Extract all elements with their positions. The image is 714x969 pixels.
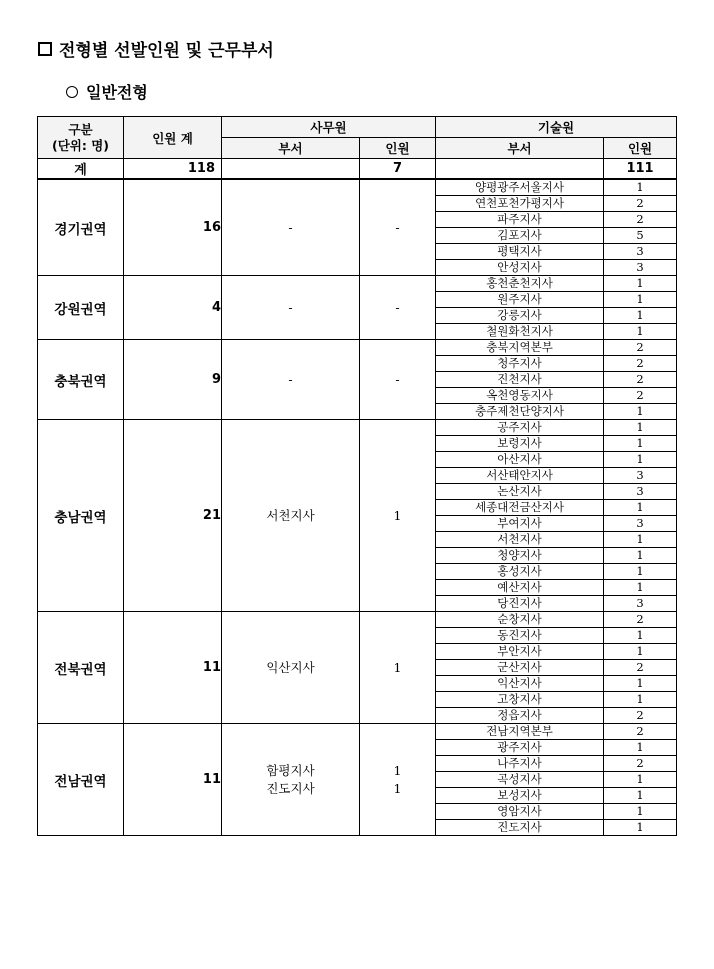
tech-dept: 충북지역본부	[436, 340, 603, 356]
office-count: -	[395, 219, 400, 235]
header-tech-count: 인원	[604, 138, 677, 159]
tech-count: 2	[604, 756, 676, 772]
subsection-heading	[66, 80, 148, 103]
tech-dept: 진도지사	[497, 820, 542, 834]
region-row	[38, 724, 677, 836]
office-count: 1	[393, 659, 402, 675]
tech-count: 1	[604, 436, 676, 452]
tech-count: 1	[604, 788, 676, 804]
office-dept-cell	[222, 276, 360, 340]
tech-count: 1	[636, 324, 644, 338]
region-row	[38, 612, 677, 724]
tech-count-cell	[604, 340, 677, 420]
header-tech-dept: 부서	[436, 138, 604, 159]
tech-count-cell	[604, 179, 677, 276]
tech-count: 3	[604, 468, 676, 484]
office-dept-cell	[222, 724, 360, 836]
tech-dept: 공주지사	[436, 420, 603, 436]
tech-dept: 평택지사	[436, 244, 603, 260]
office-dept: 진도지사	[266, 780, 315, 796]
region-row	[38, 340, 677, 420]
header-office-dept: 부서	[222, 138, 360, 159]
tech-dept: 군산지사	[436, 660, 603, 676]
office-dept: -	[288, 371, 293, 387]
tech-dept: 보령지사	[436, 436, 603, 452]
tech-count: 3	[636, 260, 644, 274]
region-name: 충북권역	[38, 340, 124, 420]
header-category-line1: 구분	[68, 121, 93, 137]
tech-count: 1	[604, 548, 676, 564]
office-dept-cell	[222, 420, 360, 612]
tech-dept: 보성지사	[436, 788, 603, 804]
tech-count: 1	[604, 804, 676, 820]
tech-dept: 아산지사	[436, 452, 603, 468]
office-count: 1	[393, 507, 402, 523]
total-office-count: 7	[360, 159, 436, 180]
tech-count: 1	[604, 500, 676, 516]
tech-dept: 광주지사	[436, 740, 603, 756]
tech-dept: 철원화천지사	[486, 324, 553, 338]
office-count: -	[395, 371, 400, 387]
total-row	[38, 159, 677, 180]
header-office-group: 사무원	[222, 117, 436, 138]
tech-count-cell	[604, 612, 677, 724]
tech-count: 2	[604, 388, 676, 404]
tech-count: 2	[604, 612, 676, 628]
header-office-count: 인원	[360, 138, 436, 159]
region-name: 강원권역	[38, 276, 124, 340]
office-dept-cell	[222, 340, 360, 420]
tech-dept: 안성지사	[497, 260, 542, 274]
tech-count: 1	[604, 740, 676, 756]
tech-count: 3	[604, 244, 676, 260]
tech-count: 1	[604, 676, 676, 692]
tech-dept: 익산지사	[436, 676, 603, 692]
region-row	[38, 420, 677, 612]
tech-dept: 세종대전금산지사	[436, 500, 603, 516]
section-heading	[38, 36, 274, 61]
tech-dept: 전남지역본부	[436, 724, 603, 740]
office-count-cell	[360, 724, 436, 836]
tech-count-cell	[604, 276, 677, 340]
region-name: 충남권역	[38, 420, 124, 612]
tech-dept-cell	[436, 724, 604, 836]
tech-count: 1	[604, 644, 676, 660]
total-sum: 118	[124, 159, 222, 180]
region-row	[38, 179, 677, 276]
tech-dept-cell	[436, 420, 604, 612]
tech-count: 1	[604, 420, 676, 436]
total-label: 계	[38, 159, 124, 180]
tech-dept-cell	[436, 340, 604, 420]
tech-count: 3	[604, 516, 676, 532]
tech-count: 1	[636, 820, 644, 834]
office-count: 1	[393, 762, 402, 778]
total-tech-count: 111	[604, 159, 677, 180]
tech-count: 1	[604, 772, 676, 788]
tech-dept: 당진지사	[497, 596, 542, 610]
tech-dept: 홍천춘천지사	[436, 276, 603, 292]
office-count-cell	[360, 179, 436, 276]
tech-dept: 파주지사	[436, 212, 603, 228]
tech-count: 1	[604, 692, 676, 708]
tech-count: 2	[604, 196, 676, 212]
office-dept-cell	[222, 612, 360, 724]
tech-dept: 논산지사	[436, 484, 603, 500]
office-dept: 서천지사	[266, 507, 315, 523]
tech-dept: 강릉지사	[436, 308, 603, 324]
tech-dept: 순창지사	[436, 612, 603, 628]
region-name: 전남권역	[38, 724, 124, 836]
tech-count: 1	[604, 532, 676, 548]
office-count-cell	[360, 420, 436, 612]
section-heading-text: 전형별 선발인원 및 근무부서	[59, 41, 274, 61]
office-count-cell	[360, 340, 436, 420]
tech-dept: 서천지사	[436, 532, 603, 548]
region-sum: 9	[124, 340, 222, 420]
office-count: -	[395, 299, 400, 315]
tech-count: 2	[636, 708, 644, 722]
region-sum: 11	[124, 612, 222, 724]
header-category-line2: (단위: 명)	[51, 137, 109, 153]
tech-dept: 예산지사	[436, 580, 603, 596]
tech-count: 3	[636, 596, 644, 610]
tech-dept: 옥천영동지사	[436, 388, 603, 404]
tech-count-cell	[604, 724, 677, 836]
office-dept: 익산지사	[266, 659, 315, 675]
tech-count: 1	[604, 276, 676, 292]
tech-count: 1	[604, 180, 676, 196]
total-tech-dept	[436, 159, 604, 180]
tech-dept: 청양지사	[436, 548, 603, 564]
tech-count: 2	[604, 356, 676, 372]
region-sum: 4	[124, 276, 222, 340]
tech-count: 2	[604, 660, 676, 676]
header-total-staff: 인원 계	[124, 117, 222, 159]
tech-dept: 서산태안지사	[436, 468, 603, 484]
tech-count: 1	[604, 628, 676, 644]
tech-dept: 홍성지사	[436, 564, 603, 580]
tech-dept: 충주제천단양지사	[475, 404, 564, 418]
tech-dept: 정읍지사	[497, 708, 542, 722]
tech-count: 1	[604, 308, 676, 324]
tech-dept: 부여지사	[436, 516, 603, 532]
region-sum: 21	[124, 420, 222, 612]
tech-count: 5	[604, 228, 676, 244]
tech-dept: 고창지사	[436, 692, 603, 708]
header-tech-group: 기술원	[436, 117, 677, 138]
region-row	[38, 276, 677, 340]
tech-count: 1	[604, 580, 676, 596]
tech-count: 3	[604, 484, 676, 500]
checkbox-square-icon	[38, 42, 52, 56]
office-dept: -	[288, 219, 293, 235]
region-name: 전북권역	[38, 612, 124, 724]
tech-count: 2	[604, 372, 676, 388]
tech-count: 1	[604, 564, 676, 580]
region-sum: 11	[124, 724, 222, 836]
tech-count: 2	[604, 724, 676, 740]
tech-dept: 영암지사	[436, 804, 603, 820]
circle-bullet-icon	[66, 86, 78, 98]
tech-dept-cell	[436, 612, 604, 724]
subsection-heading-text: 일반전형	[86, 83, 148, 102]
total-office-dept	[222, 159, 360, 180]
office-count-cell	[360, 612, 436, 724]
tech-dept: 김포지사	[436, 228, 603, 244]
office-dept: 함평지사	[266, 762, 315, 778]
region-name: 경기권역	[38, 179, 124, 276]
tech-dept: 나주지사	[436, 756, 603, 772]
tech-dept: 원주지사	[436, 292, 603, 308]
tech-count: 2	[604, 340, 676, 356]
office-dept: -	[288, 299, 293, 315]
selection-table	[37, 116, 677, 836]
tech-dept-cell	[436, 179, 604, 276]
tech-dept: 진천지사	[436, 372, 603, 388]
region-sum: 16	[124, 179, 222, 276]
office-count: 1	[393, 780, 402, 796]
tech-dept-cell	[436, 276, 604, 340]
tech-dept: 곡성지사	[436, 772, 603, 788]
tech-dept: 양평광주서울지사	[436, 180, 603, 196]
tech-dept: 동진지사	[436, 628, 603, 644]
tech-dept: 연천포천가평지사	[436, 196, 603, 212]
tech-count: 1	[604, 292, 676, 308]
tech-dept: 부안지사	[436, 644, 603, 660]
tech-dept: 청주지사	[436, 356, 603, 372]
header-category	[38, 117, 124, 159]
tech-count: 1	[604, 452, 676, 468]
office-count-cell	[360, 276, 436, 340]
tech-count-cell	[604, 420, 677, 612]
tech-count: 2	[604, 212, 676, 228]
tech-count: 1	[636, 404, 644, 418]
office-dept-cell	[222, 179, 360, 276]
